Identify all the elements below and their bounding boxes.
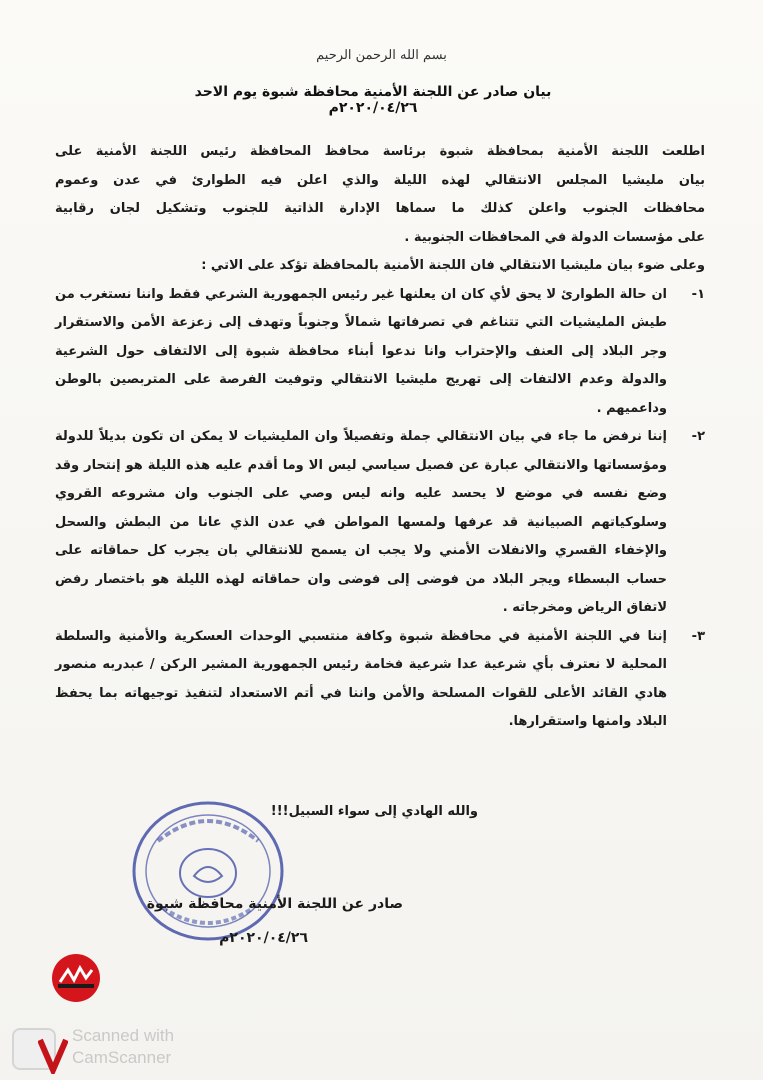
watermark-line2: CamScanner (72, 1048, 172, 1067)
intro-line: اطلعت اللجنة الأمنية بمحافظة شبوة برئاسة محافظ المحافظة رئيس اللجنة الأمنية على (55, 144, 705, 159)
item-text: إننا في اللجنة الأمنية في محافظة شبوة وكافة منتسبي الوحدات العسكرية والأمنية والسلطة المحلية لا نعترف بأي شرعية عدا شرعية فخامة رئيس الجمهورية المشير الركن / عبدربه منصور هادي القائد الأعلى للقوات المسلحة والأمن واننا في أتم الاستعداد لتنفيذ توجيهاته بما يحفظ البلاد وامنها واستقرارها. (55, 628, 667, 729)
list-item (55, 423, 705, 623)
issue-date: ٢٠٢٠/٠٤/٢٦م (219, 930, 308, 946)
red-v-mark-icon (38, 1036, 68, 1074)
list-item (55, 281, 705, 424)
official-stamp-icon (128, 796, 288, 946)
issuer-signature: صادر عن اللجنة الأمنية محافظة شبوة (146, 896, 403, 912)
intro-line: بيان مليشيا المجلس الانتقالي لهذه الليلة والذي اعلن فيه الطوارئ في عدن وعموم (55, 172, 705, 188)
item-number: ٣- (691, 628, 705, 644)
item-number: ١- (691, 286, 705, 302)
statement-title: بيان صادر عن اللجنة الأمنية محافظة شبوة يوم الاحد ٢٠٢٠/٠٤/٢٦م (194, 84, 552, 116)
item-number: ٢- (691, 429, 705, 444)
item-text: ان حالة الطوارئ لا يحق لأي كان ان يعلنها غير رئيس الجمهورية الشرعي فقط واننا نستغرب من طيش المليشيات التي تتناغم في تصرفاتها شمالاً وجنوباً وتهدف إلى زعزعة الأمن والاستقرار وجر البلاد إلى العنف والإحتراب وانا ندعوا أبناء محافظة شبوة إلى الالتفاف حول الشرعية والدولة وعدم الالتفات إلى تهريج مليشيا الانتقالي وتوفيت الفرصة على المتربصين بالوطن وداعميهم . (55, 286, 667, 416)
watermark-line1: Scanned with (72, 1026, 175, 1045)
statement-body (55, 138, 705, 737)
basmala: بسم الله الرحمن الرحيم (316, 48, 447, 63)
lead-paragraph: وعلى ضوء بيان مليشيا الانتقالي فان اللجنة الأمنية بالمحافظة تؤكد على الاتي : (201, 258, 705, 273)
channel-logo-icon (50, 952, 102, 1004)
closing-phrase: والله الهادي إلى سواء السبيل!!! (270, 804, 478, 819)
intro-line: على مؤسسات الدولة في المحافظات الجنوبية . (404, 229, 705, 245)
list-item (55, 623, 705, 737)
item-text: إننا نرفض ما جاء في بيان الانتقالي جملة وتفصيلاً وان المليشيات لا يمكن ان تكون بديلاً للدولة ومؤسساتها والانتقالي عبارة عن فصيل سياسي ليس الا وما أقدم عليه هذه الليلة هو إنتحار وقد وضع نفسه في موضع لا يحسد عليه وانه ليس وصي على الجنوب وان مشروعه القروي وسلوكياتهم الصبيانية قد عرفها ولمسها المواطن في عدن الذي عانا من البطش والسحل والإخفاء القسري والانفلات الأمني ولا يجب ان يسمح للانتقالي بان يجرب كل حماقاته على حساب البسطاء ويجر البلاد من فوضى إلى فوضى وان حماقاته لهذه الليلة هو باختصار رفض لاتفاق الرياض ومخرجاته . (55, 429, 667, 615)
intro-line: محافظات الجنوب واعلن كذلك ما سماها الإدارة الذاتية للجنوب وتشكيل لجان رقابية (55, 201, 705, 216)
